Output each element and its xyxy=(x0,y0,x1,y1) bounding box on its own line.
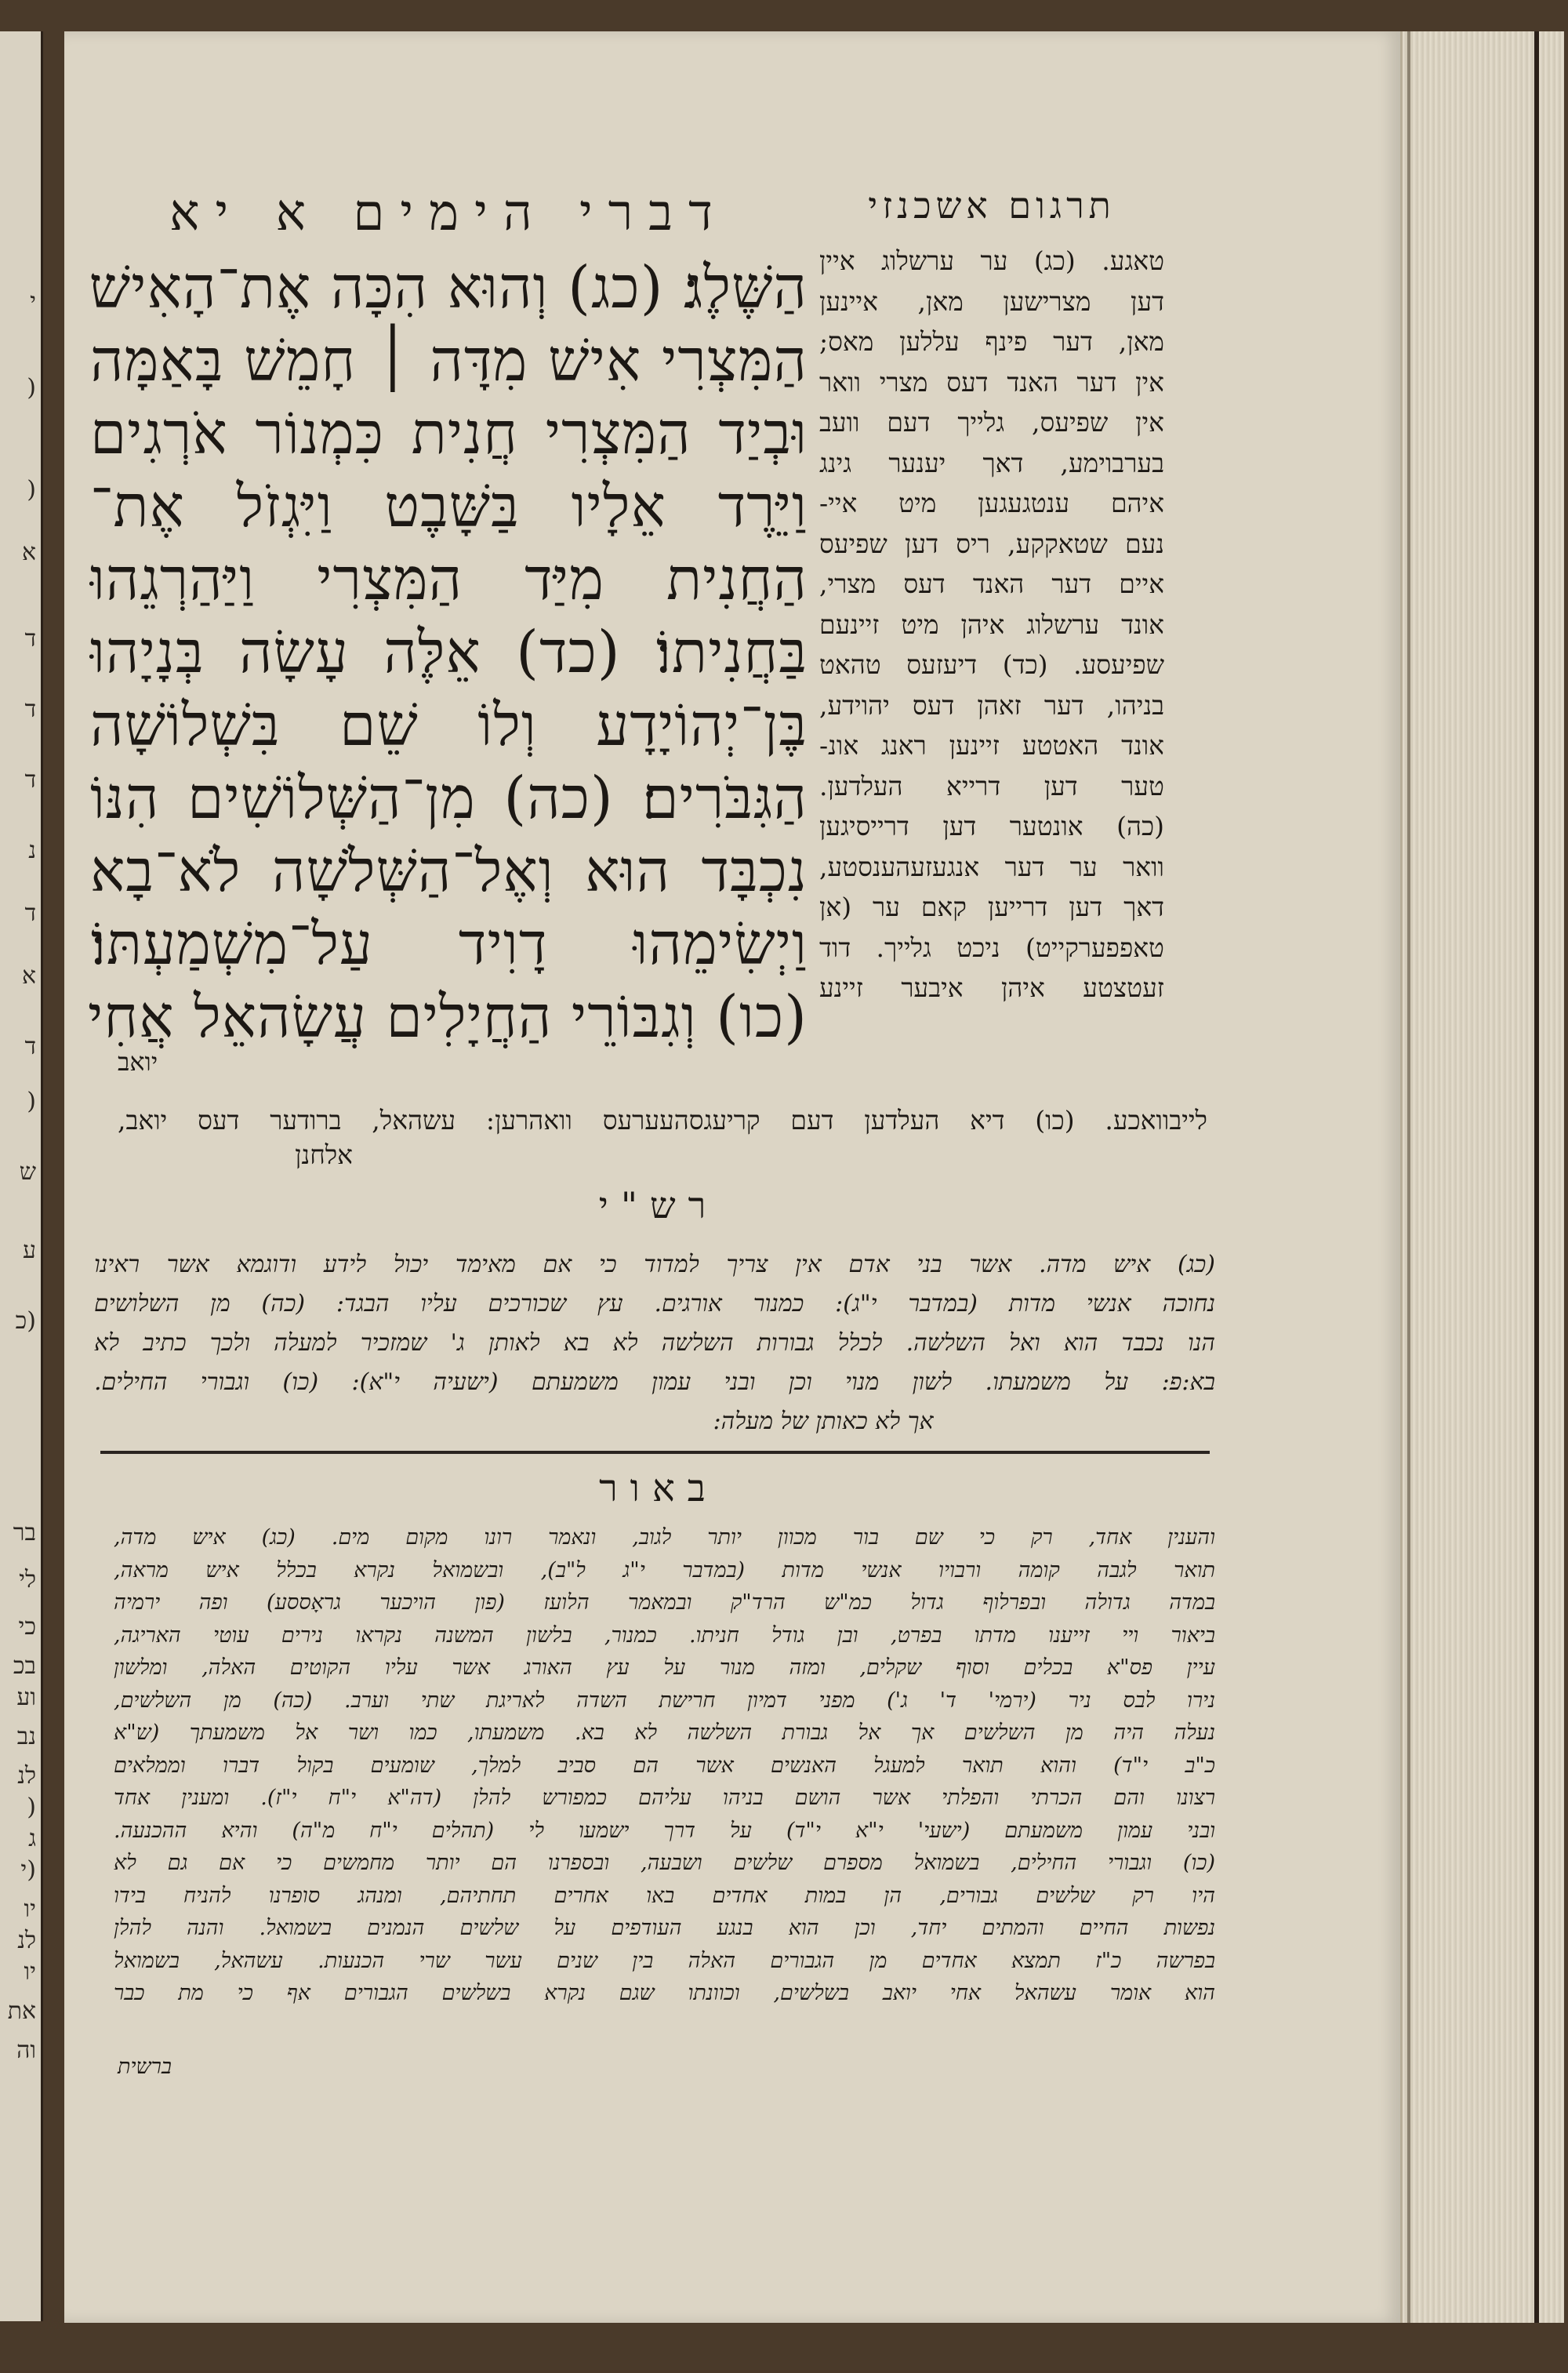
translation-line: טאפפערקייט) ניכט גלייך. דוד xyxy=(819,932,1164,963)
biur-line: (כו) וגבורי החילים, בשמואל מספרם שלשים ושבעה, ובספרנו הם יותר מחמשים כי אם גם לא xyxy=(114,1851,1215,1875)
translation-line: דען מצרישען מאן, איינען xyxy=(819,285,1164,317)
verse-line: הַשֶּׁלֶג׃ (כג) וְהוּא הִכָּה אֶת־הָאִישׁ xyxy=(89,254,808,322)
margin-fragment: א xyxy=(21,539,36,566)
margin-fragment: א xyxy=(21,962,36,990)
margin-fragment: לנ xyxy=(17,1927,36,1954)
margin-fragment: ( xyxy=(27,1088,36,1115)
translation-line: איהם ענטגעגען מיט איי- xyxy=(819,488,1164,518)
biur-line: ביאור ויי זייענו מדתו בפרט, ובן גודל חניתו. כמנור, בלשון המשנה נקראו נירים עוטי האריגה, xyxy=(114,1623,1215,1648)
translation-line: זעטצטע איהן איבער זיינע xyxy=(819,972,1164,1003)
biur-line: היו רק שלשים גבורים, הן במות אחדים באו אחרים תחתיהם, ומנהג סופרנו להניח בידו xyxy=(114,1883,1215,1908)
rashi-header: רש"י xyxy=(598,1184,719,1226)
translation-line: אין שפיעס, גלייך דעם וועב xyxy=(819,407,1164,438)
page-edges xyxy=(1400,31,1564,2323)
margin-fragment: ש xyxy=(19,1158,36,1186)
biur-line: נירו לבס ניר (ירמי' ד' ג') מפני דמיון חרישת השדה לאריגת שתי וערב. (כה) מן השלשים, xyxy=(114,1688,1215,1713)
margin-fragment: ד xyxy=(24,696,36,723)
biur-line: הוא אומר עשהאל אחי יואב בשלשים, וכוונתו שגם נקרא בשלשים הגבורים אף כי מת כבר xyxy=(114,1981,1215,2005)
biur-header: באור xyxy=(599,1466,718,1510)
translation-line: אין דער האנד דעס מצרי וואר xyxy=(819,366,1164,398)
translation-line: אונד ערשלוג איהן מיט זיינעם xyxy=(819,609,1164,640)
margin-fragment: (י xyxy=(20,1856,36,1884)
rashi-commentary xyxy=(94,1245,1215,1441)
rashi-line: נחוכה אנשי מדות (במדבר י"ג): כמנור אורגים. עץ שכורכים עליו הבגד: (כה) מן השלושים xyxy=(94,1290,1215,1317)
verse-line: בֶּן־יְהוֹיָדָע וְלוֹ שֵׁם בִּשְׁלוֹשָׁה xyxy=(90,692,808,759)
margin-fragment: ד xyxy=(24,1033,36,1060)
translation-header: תרגום אשכנזי xyxy=(868,184,1116,227)
verse-line: וּבְיַד הַמִּצְרִי חֲנִית כִּמְנוֹר אֹרְגִים xyxy=(90,400,808,467)
translation-line: בניהו, דער זאהן דעס יהוידע, xyxy=(819,689,1164,721)
biur-line: עיין פס"א בכלים וסוף שקלים, ומזה מנור על עץ האורג אשר עליו הקוטים האלה, ומלשון xyxy=(114,1655,1215,1680)
translation-line: שפיעסע. (כד) דיעזעס טהאט xyxy=(819,649,1164,680)
translation-line: אונד האטטע זיינען ראנג אונ- xyxy=(819,730,1164,761)
margin-fragment: כי xyxy=(18,1613,36,1641)
translation-line: בערבוימע, דאך יענער גינג xyxy=(819,447,1164,478)
biur-commentary xyxy=(114,1521,1215,2010)
margin-fragment: ד xyxy=(24,766,36,794)
margin-fragment: ( xyxy=(27,1793,36,1821)
rashi-line: הנו נכבד הוא ואל השלשה. לכלל גבורות השלשה לא בא לאותן ג' שמזכיר למעלה ולכך כתיב לא xyxy=(94,1329,1215,1357)
biur-line: כ"ב י"ד) והוא תואר למעגל האנשים אשר הם סביב למלך, שומעים בקול דברו וממלאים xyxy=(114,1753,1215,1778)
margin-fragment: י xyxy=(30,288,36,315)
margin-fragment: ( xyxy=(27,476,36,503)
rashi-line: (כג) איש מדה. אשר בני אדם אין צריך למדוד כי אם מאימד יכול לידע ודוגמא אשר ראינו xyxy=(94,1251,1215,1278)
margin-fragment: ד xyxy=(24,899,36,927)
biur-line: נפשות החיים והמתים יחד, וכן הוא בנגע העודפים על שלשים הנמנים בשמואל. והנה להלן xyxy=(114,1916,1215,1940)
rashi-line: אך לא כאותן של מעלה: xyxy=(713,1408,934,1435)
verse-line: בַּחֲנִיתוֹ׃ (כד) אֵלֶּה עָשָׂה בְּנָיָהוּ xyxy=(90,619,808,686)
margin-fragment: לי xyxy=(19,1566,36,1594)
margin-fragment: לנ xyxy=(17,1762,36,1790)
margin-fragment: יו xyxy=(24,1958,36,1986)
rashi-line: בא:פ: על משמעתו. לשון מנוי וכן ובני עמון משמעתם (ישעיה י"א): (כו) וגבורי החילים. xyxy=(94,1368,1215,1396)
translation-line: איים דער האנד דעס מצרי, xyxy=(819,569,1164,599)
verse-line: הַגִּבֹּרִים׃ (כה) מִן־הַשְּׁלוֹשִׁים הִנּוֹ xyxy=(90,765,808,832)
margin-fragment: ג xyxy=(28,1825,36,1852)
biur-line: במדה גדולה ובפרלוף גדול כמ"ש הרד"ק ובמאמר הלועז (פון הויכער גראָססע) ופה ירמיה xyxy=(114,1590,1215,1615)
verse-line: וַיֵּרֶד אֵלָיו בַּשָּׁבֶט וַיִּגְזֹל אֶת־ xyxy=(90,473,808,540)
bottom-catchword: ברשית xyxy=(118,2055,172,2079)
translation-full-line: לייבוואכע. (כו) דיא העלדען דעם קריעגסהעערעס וואהרען: עשהאל, ברודער דעס יואב, xyxy=(118,1105,1207,1136)
margin-fragment: בר xyxy=(13,1519,36,1546)
page-header-title: דברי הימים א יא xyxy=(169,184,728,242)
biur-line: תואר לגבה קומה ורבויו אנשי מדות (במדבר י"ג ל"ב), ובשמואל נקרא בכלל איש מראה, xyxy=(114,1557,1215,1583)
translation-line: וואר ער דער אנגעזעהענסטע, xyxy=(819,851,1164,882)
verse-line: הַמִּצְרִי אִישׁ מִדָּה ׀ חָמֵשׁ בָּאַמָּה xyxy=(90,327,808,394)
hebrew-text-column xyxy=(87,184,808,1054)
margin-fragment: את xyxy=(7,1997,36,2025)
catchword: יואב xyxy=(118,1047,158,1077)
margin-fragment: בכ xyxy=(13,1652,36,1680)
translation-line: דאך דען דרייען קאם ער (אן xyxy=(819,892,1164,922)
margin-fragment: וה xyxy=(16,2037,36,2064)
biur-line: נעלה היה מן השלשים אך אל גבורת השלשה לא בא. משמעתו, כמו ושר אל משמעתך (ש"א xyxy=(114,1721,1215,1745)
translation-line: טער דען דרייא העלדען. xyxy=(819,770,1164,801)
verse-line: נִכְבָּד הוּא וְאֶל־הַשְּׁלֹשָׁה לֹא־בָא xyxy=(90,838,808,905)
margin-fragment: יו xyxy=(24,1895,36,1923)
verse-line: (כו) וְגִבּוֹרֵי הַחֲיָלִים עֲשָׂהאֵל אֲחִי xyxy=(87,983,808,1051)
margin-fragment: ד xyxy=(24,625,36,652)
translation-line: טאגע. (כג) ער ערשלוג איין xyxy=(819,245,1164,276)
verse-line: וַיְשִׂימֵהוּ דָוִיד עַל־מִשְׁמַעְתּוֹ׃ xyxy=(90,910,808,978)
previous-page-edge xyxy=(0,31,43,2321)
translation-continuation: אלחנן xyxy=(295,1139,353,1170)
biur-line: והענין אחד, רק כי שם בור מכוון יותר לגוב, ונאמר רונו מקום מים. (כג) איש מדה, xyxy=(114,1525,1215,1550)
section-divider xyxy=(100,1451,1210,1454)
biur-line: רצונו והם הכרתי והפלתי אשר הושם בניהו עליהם כמפורש להלן (דה"א י"ח י"ז). ומענין אחד xyxy=(114,1786,1215,1810)
verse-line: הַחֲנִית מִיַּד הַמִּצְרִי וַיַּהַרְגֵהוּ xyxy=(90,546,808,613)
translation-column xyxy=(819,184,1164,1008)
translation-line: מאן, דער פינף עללען מאס; xyxy=(819,326,1164,357)
margin-fragment: נב xyxy=(16,1723,36,1750)
margin-fragment: וע xyxy=(16,1684,36,1711)
margin-fragment: ( xyxy=(27,374,36,402)
translation-line: (כה) אונטער דען דרייסיגען xyxy=(819,811,1164,841)
biur-line: בפרשה כ"ז תמצא אחדים מן הגבורים האלה בין שנים עשר שרי הכנעות. עשהאל, בשמואל xyxy=(114,1948,1215,1973)
translation-line: נעם שטאקקע, ריס דען שפיעס xyxy=(819,528,1164,559)
margin-fragment: (כ xyxy=(15,1307,36,1335)
margin-fragment: נ xyxy=(28,837,36,864)
margin-fragment: ע xyxy=(23,1237,36,1264)
biur-line: ובני עמון משמעתם (ישעי' י"א י"ד) על דרך ישמעו לי (תהלים י"ח מ"ה) והיא ההכנעה. xyxy=(114,1818,1215,1843)
